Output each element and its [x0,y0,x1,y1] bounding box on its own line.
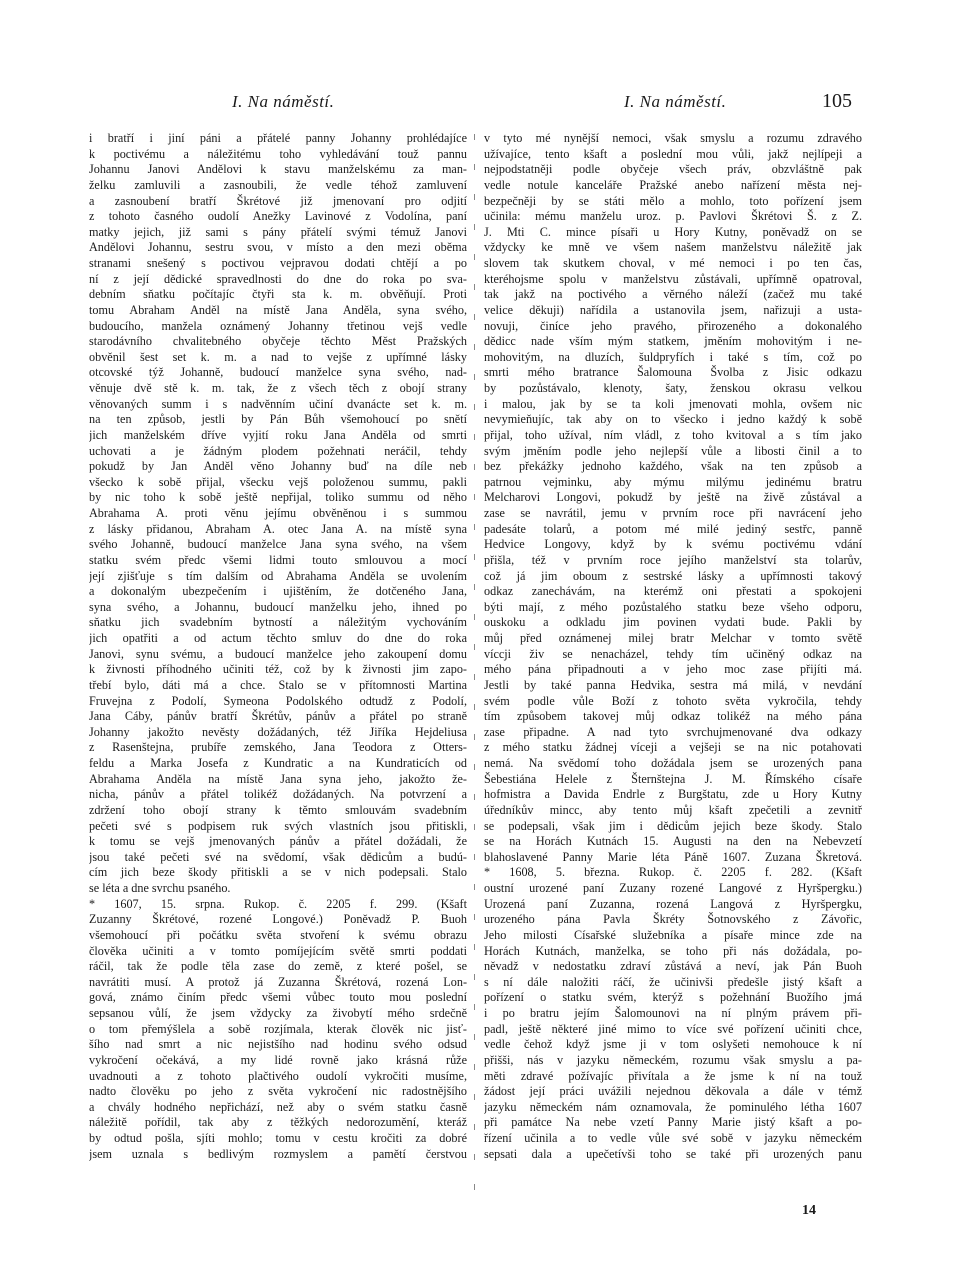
text-line: otcovské týž Johanně, budoucí manželce syna svého, nad- [89,365,467,380]
text-line: jazyku německém nám oznamovala, že pominulého létha 1607 [484,1099,862,1114]
text-line: * 1608, 5. března. Rukop. č. 2205 f. 282. (Kšaft [484,865,862,880]
text-line: tak jakž na poctivého a věrného náleží (začež mu také [484,287,862,302]
text-line: blahoslavené Panny Marie léta Páně 1607. Zuzana Škretová. [484,849,862,864]
text-line: se na Horách Kutnách 15. Augusti na den na Nebevzetí [484,834,862,849]
text-line: mohovitým, na dluzích, šuldpryfích i také s tím, což po [484,349,862,364]
text-line: řízení učinila a to vedle vůle své sobě v jazyku německém [484,1131,862,1145]
text-line: k živnosti příhodného učiniti též, což by k živnosti jim zapo- [89,662,467,677]
text-line: všemohoucí při počátku světa stvoření k svému obrazu [89,927,467,942]
text-line: jsem uznala s bedlivým rozmyslem a pamětí čerstvou [89,1146,467,1161]
text-line: při památce Na nebe vzetí Panny Marie jistý kšaft a po- [484,1115,862,1130]
text-line: člověka učiniti a v tomto pomíjejícím světě smrti poddati [89,943,467,958]
text-line: Urozená paní Zuzanna, rozená Langová z Hyršpergku, [484,896,862,911]
left-text-column [89,131,467,1162]
text-line: by pozůstávalo, klenoty, šaty, ženskou okrasu velkou [484,381,862,395]
text-line: padl, ještě některé jiné mimo to více své pořízení učiniti chce, [484,1021,862,1036]
text-line: zase připadne. A nad tyto svrchujmenované dva odkazy [484,724,862,739]
text-line: se podepsali, však jim i dědicům jejich beze škody. Stalo [484,818,862,833]
text-line: býti mají, z mého pozůstalého statku beze všeho odporu, [484,599,862,614]
text-line: stranami snešený s poctivou vejpravou dodati chtějí a po [89,256,467,270]
text-line: uchovati a je žádným plodem požehnati neráčil, tehdy [89,443,467,458]
text-line: statku svém předc všemi lidmi touto smlouvou a mocí [89,552,467,567]
text-line: velice děkuji) nařídila a ustanovila jsem, nařizuji a usta- [484,302,862,317]
text-line: nicha, pánův a přátel tolikéž dožádaných. Na potvrzení a [89,787,467,802]
text-line: kteréhojsme spolu v manželstvu zůstávali, upřímně opatroval, [484,271,862,286]
text-line: navrátiti musí. A protož já Zuzanna Škrétová, rozená Lon- [89,974,467,989]
text-line: i bratří i jiní páni a přátelé panny Johanny prohlédajíce [89,131,467,145]
text-line: všecko k sobě přijal, všecku vejš položenou summu, pakli [89,474,467,489]
text-line: i malou, jak by se ta koli jmenovati mohla, ovšem nic [484,396,862,411]
page-number: 105 [822,90,852,112]
text-line: Zuzanny Škrétové, rozené Longové.) Poněvadž P. Buoh [89,912,467,927]
text-line: obvěnil šest set k. m. a nad to vejše z upřímné lásky [89,349,467,364]
text-line: tím způsobem takovej můj odkaz tolikéž na mého pána [484,709,862,724]
text-line: její zjišťuje s tím dalším od Abrahama Anděla se uvolením [89,568,467,583]
text-line: Johanny jakožto nevěsty dožádaných, též Jiříka Hejdeliusa [89,724,467,739]
text-line: užívajíce, tento kšaft a poslední mou vůli, jakž nejlípeji a [484,146,862,161]
text-line: matky jejich, již sami s pány přátelí svými témuž Janovi [89,224,467,239]
text-line: Janovi, synu svému, a budoucí manželce jeho zakoupení domu [89,646,467,661]
text-line: z mého statku žádnej víceji a vejšeji se na nic potahovati [484,740,862,755]
text-line: dědicc nade vším mým statkem, jměním mohovitým i ne- [484,334,862,349]
text-line: cím jich beze škody přitiskli a se v nich podepsali. Stalo [89,865,467,880]
text-line: ouskoku a odkladu jim povinen vydati bude. Pakli by [484,615,862,630]
text-line: k poctivému a náležitému toho vyhledávání touž pannu [89,146,467,161]
running-header [0,92,960,120]
text-line: padesáte tolarů, a potom mé milé jediný sestřc, panně [484,521,862,536]
text-line: odkaz zanechávám, na kterémž oni přestati a spokojeni [484,584,862,599]
text-line: syna svého, a Johannu, budoucí manželku jeho, ihned po [89,599,467,614]
text-line: úředníkův mincc, aby tento můj kšaft zpečetili a zevnitř [484,802,862,817]
text-line: šího nad smrt a nic nejistšího nad hodinu svého odsud [89,1037,467,1052]
text-line: pokudž by Jan Anděl věno Johanny buď na díle neb [89,459,467,474]
text-line: z Rasenštejna, prubíře zemského, Jana Teodora z Otters- [89,740,467,755]
text-line: z lásky přidanou, Abraham A. otec Jana A. na místě syna [89,521,467,536]
text-line: měti zdravé požívajíc přivítala a že jsme k ní na touž [484,1068,862,1083]
text-line: ráčil, tak že podle těla zase do země, z které pošel, se [89,959,467,974]
text-line: budoucího, manžela oznámený Johanny třetinou vejš vedle [89,318,467,333]
text-line: sepsati dala a upečetívši toho se také při urozených panu [484,1146,862,1161]
text-line: zase se navrátil, jemu v prvním roce při navrácení jeho [484,506,862,520]
text-line: by nic toho k sobě ještě nepřijal, toliko summu od něho [89,490,467,505]
column-divider [474,134,475,1204]
text-line: Horách Kutnách, manželka, se toho při nás dožádala, po- [484,943,862,958]
text-line: svého Johanně, budoucí manželce Jana syna svého, na všem [89,537,467,552]
text-line: věnuje dvě stě k. m. tak, že z všech těch z obojí strany [89,381,467,395]
text-line: Jeho milosti Císařské služebníka a písaře mince zde na [484,927,862,942]
text-line: k tomu se vejš jmenovaných pánův a přátel dožádali, že [89,834,467,849]
text-line: Andělovi Johannu, sestru svou, v místo a den mezi oběma [89,240,467,255]
text-line: věnovaných summ i s nadvěnním učiní dvanácte set k. m. [89,396,467,411]
text-line: slovem tak skutkem choval, v mé nemoci i po ten čas, [484,256,862,270]
text-line: přijal, toho užíval, ním vládl, z toho kvitoval a s tím jako [484,427,862,442]
text-line: pečeti své s podpisem ruk svých vlastních jsou přitiskli, [89,818,467,833]
text-line: Fruvejna z Podolí, Symeona Podolského odtudž z Podolí, [89,693,467,708]
text-line: Šebestiána Helele z Šternštejna J. M. Římského císaře [484,771,862,786]
text-line: vždycky ke mně ve všem našem manželstvu náležitě jak [484,240,862,255]
text-line: mého pána připadnouti a v jeho moc zase přijíti má. [484,662,862,677]
text-line: starodávního chvalitebného obyčeje těchto Měst Pražských [89,334,467,349]
text-line: na ten způsob, jestli by Pán Bůh všemohoucí po snětí [89,412,467,427]
right-running-title: I. Na náměstí. [624,92,727,111]
text-line: gová, známo činím předc všemi vůbec touto mou poslední [89,990,467,1005]
left-running-title: I. Na náměstí. [232,92,335,111]
text-line: smrti mého bratrance Šalomouna Švolba z Jisic odkazu [484,365,862,380]
text-line: můj před oznámenej milej bratr Melchar v tomto světě [484,631,862,645]
text-line: učinila: mému manželu uroz. p. Pavlovi Škrétovi Š. z Z. [484,209,862,224]
text-line: nadto člověku po jeho z světa vykročení nic radostnějšího [89,1084,467,1099]
text-line: třebí bylo, dáti má a chce. Stalo se v přítomnosti Martina [89,677,467,692]
text-line: vedle čehož když jsme ji v tom oslyšeti nemohouce k ní [484,1037,862,1052]
text-line: jich manželském dříve vyjití roku Jana Anděla od smrti [89,427,467,442]
text-line: nevymieňujíc, tak aby on to všecko i jedno každý k sobě [484,412,862,427]
text-line: Johannu Janovi Andělovi k stavu manželskému za man- [89,162,467,177]
right-text-column [484,131,862,1162]
text-line: svém podle vůle Boží z tohoto světa vykročila, tehdy [484,693,862,708]
text-line: zdržení toho obojí strany k těmto smlouvám svadebním [89,802,467,817]
text-line: feldu a Marka Josefa z Kundratic a na Kundraticích od [89,756,467,770]
text-line: Hedvice Longovy, když by k svému poctivému vdání [484,537,862,552]
text-line: žádost její práci uvážili nejednou děkovala a dále v témž [484,1084,862,1099]
text-line: nemá. Na svědomí toho dožádala jsem se urozených pana [484,756,862,770]
text-line: i po bratru jejím Šalomounovi na ní plným právem při- [484,1006,862,1020]
text-line: Jestli by také panna Hedvika, sestra má milá, v nevdání [484,677,862,692]
text-line: novuji, činíce jeho pravého, přirozeného a dokonalého [484,318,862,333]
text-line: a dokonalým ubezpečením i ujištěním, že dotčeného Jana, [89,584,467,599]
text-line: sňatku jich svadebním bytností a náležitým vychováním [89,615,467,630]
text-line: vedle notule kanceláře Pražské anebo nařízení města nej- [484,177,862,192]
text-line: uvadnouti a z tohoto plačtivého oudolí vykročiti musíme, [89,1068,467,1083]
text-line: o tom přemýšlela a sobě rozjímala, kterak člověk nic jisť- [89,1021,467,1036]
text-line: Melcharovi Longovi, pokudž by ještě na živě zůstával a [484,490,862,505]
text-line: jsou také pečeti své na svědomí, však dědicům a budú- [89,849,467,864]
text-line: Jana Cáby, pánův bratří Škrétův, pánův a přátel po straně [89,709,467,724]
text-line: oustní urozené paní Zuzany rozené Langové z Hyršpergku.) [484,881,862,895]
text-line: J. Mti C. mince písaři u Hory Kutny, poněvadž on se [484,224,862,239]
text-line: tomu Abraham Anděl na místě Jana Anděla, syna svého, [89,302,467,317]
text-line: z tohoto časného oudolí Anežky Lavinové z Vodolína, paní [89,209,467,224]
text-line: víccji živ se nenacházel, tehdy tím učiněný odkaz na [484,646,862,661]
text-line: by odtud pošla, sjíti mohlo; tomu v cestu kročiti za dobré [89,1131,467,1145]
text-line: jich opatřiti a od actum těchto smluv do dne do roka [89,631,467,645]
text-line: což já jim oboum z sestrské lásky a upřímnosti takový [484,568,862,583]
text-line: bezpečněji by se státi mělo a mohlo, toto pořízení jsem [484,193,862,208]
text-line: hofmistra a Davida Endrle z Burgštatu, zde u Hory Kutny [484,787,862,802]
text-line: vykročení očekává, a my lidé rovně jako krásná růže [89,1052,467,1067]
text-line: svým jměním podle jeho nejlepší vůle a libosti činil a to [484,443,862,458]
text-line: a zasnoubení bratří Škrétové již jmenovaní pro odjití [89,193,467,208]
text-line: něvadž v nedostatku zdraví zůstává a neví, jak Pán Buoh [484,959,862,974]
text-line: bez překážky jednoho každého, však na ten způsob a [484,459,862,474]
text-line: nejpodstatněji podle obyčeje všech práv, obzvláštně pak [484,162,862,177]
text-line: ní z její dědické spravedlnosti do dne do roka po sva- [89,271,467,286]
text-line: se léta a dne svrchu psaného. [89,881,231,895]
text-line: želku zamluvili a zasnoubili, že vedle téhož zamluvení [89,177,467,192]
text-line: s ní dále naložiti ráčí, že učinivši předešle jistý kšaft a [484,974,862,989]
text-line: přišla, též v prvním roce jejího manželství sta tolarův, [484,552,862,567]
text-line: a chvály hodného nepřichází, než aby o svém statku časně [89,1099,467,1114]
text-line: pořízení o statku svém, kterýž s požehnání Buožího jmá [484,990,862,1005]
text-line: urozeného pána Pavla Škréty Šotnovského z Závořic, [484,912,862,927]
signature-mark: 14 [802,1203,816,1218]
text-line: patrnou vejminku, aby mýmu milýmu jedinému bratru [484,474,862,489]
text-line: debním sňatku počítajíc čtyři sta k. m. obvěňují. Proti [89,287,467,302]
text-line: sepsanou vůlí, že jsem vždycky za živobytí mého srdečně [89,1006,467,1020]
text-line: v tyto mé nynější nemoci, však smyslu a rozumu zdravého [484,131,862,145]
text-line: Abrahama Anděla na místě Jana syna jeho, jakožto že- [89,771,467,786]
text-line: * 1607, 15. srpna. Rukop. č. 2205 f. 299. (Kšaft [89,896,467,911]
text-line: náležitě pořídil, tak aby z těžkých nedorozumění, kteráž [89,1115,467,1130]
text-line: přišši, nás v jazyku německém, rozumu však smyslu a pa- [484,1052,862,1067]
text-line: Abrahama A. proti věnu jejímu obvěněnou i s summou [89,506,467,520]
